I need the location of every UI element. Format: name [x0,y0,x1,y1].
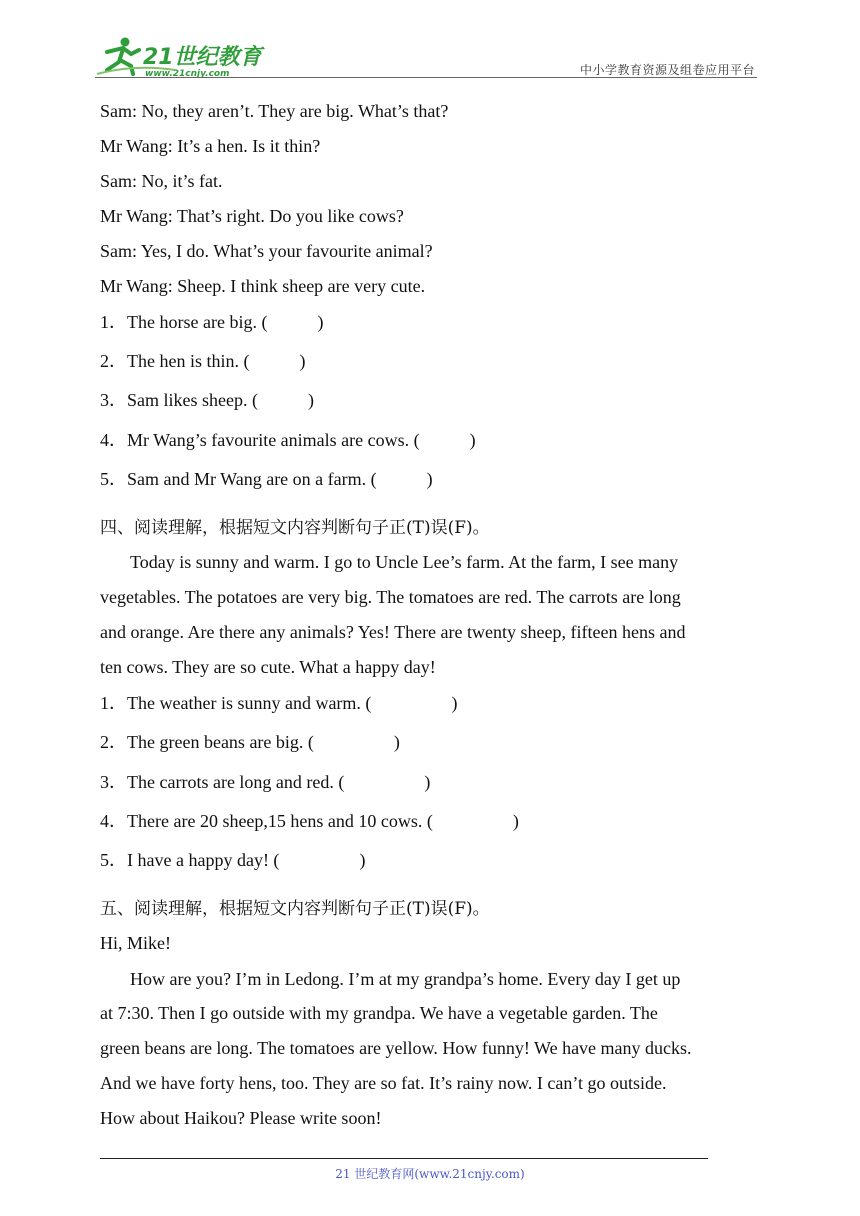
question-item [100,691,457,715]
question-close: ) [451,693,458,713]
question-close: ) [469,430,476,450]
dialogue-line: Sam: No, they aren’t. They are big. What’s that? [100,101,449,121]
question-close: ) [424,772,431,792]
question-number: 1． [100,693,127,713]
question-text: Sam and Mr Wang are on a farm. ( [127,469,377,489]
question-text: The hen is thin. ( [127,351,250,371]
section-title: 四、阅读理解，根据短文内容判断句子正(T)误(F)。 [100,518,490,538]
question-number: 2． [100,351,127,371]
dialogue-line: Sam: No, it’s fat. [100,171,223,191]
question-item [100,467,433,491]
question-number: 3． [100,772,127,792]
question-close: ) [393,732,400,752]
question-number: 4． [100,811,127,831]
question-close: ) [426,469,433,489]
question-text: There are 20 sheep,15 hens and 10 cows. ( [127,811,433,831]
passage-line: And we have forty hens, too. They are so fat. It’s rainy now. I can’t go outside. [100,1073,667,1093]
question-text: The horse are big. ( [127,312,268,332]
header-platform-text: 中小学教育资源及组卷应用平台 [579,63,755,77]
question-number: 4． [100,430,127,450]
question-text: The weather is sunny and warm. ( [127,693,372,713]
question-number: 5． [100,469,127,489]
question-text: I have a happy day! ( [127,850,280,870]
footer-link[interactable]: 21 世纪教育网(www.21cnjy.com) [335,1167,525,1181]
passage-line: and orange. Are there any animals? Yes! There are twenty sheep, fifteen hens and [100,622,686,642]
dialogue-line: Sam: Yes, I do. What’s your favourite animal? [100,241,433,261]
passage-line: ten cows. They are so cute. What a happy day! [100,657,436,677]
dialogue-line: Mr Wang: That’s right. Do you like cows? [100,206,404,226]
passage-line: vegetables. The potatoes are very big. The tomatoes are red. The carrots are long [100,587,681,607]
question-number: 3． [100,390,127,410]
question-close: ) [317,312,324,332]
dialogue-line: Mr Wang: Sheep. I think sheep are very cute. [100,276,426,296]
question-item [100,388,314,412]
question-close: ) [359,850,366,870]
question-item [100,848,365,872]
site-logo [95,34,275,78]
question-close: ) [299,351,306,371]
question-text: Sam likes sheep. ( [127,390,258,410]
passage-line: green beans are long. The tomatoes are yellow. How funny! We have many ducks. [100,1038,692,1058]
question-text: Mr Wang’s favourite animals are cows. ( [127,430,420,450]
page-header [95,30,757,78]
passage-line: How about Haikou? Please write soon! [100,1108,382,1128]
dialogue-line: Mr Wang: It’s a hen. Is it thin? [100,136,321,156]
question-close: ) [512,811,519,831]
logo-wordmark: 21世纪教育 [143,45,262,70]
question-item [100,770,430,794]
question-text: The green beans are big. ( [127,732,314,752]
question-number: 5． [100,850,127,870]
question-close: ) [307,390,314,410]
question-item [100,730,400,754]
logo-url: www.21cnjy.com [145,69,230,78]
question-text: The carrots are long and red. ( [127,772,345,792]
letter-greeting: Hi, Mike! [100,933,171,953]
section-title: 五、阅读理解，根据短文内容判断句子正(T)误(F)。 [100,899,490,919]
footer-divider [100,1158,708,1159]
question-item [100,428,476,452]
passage-line: How are you? I’m in Ledong. I’m at my grandpa’s home. Every day I get up [130,969,681,989]
question-item [100,310,323,334]
question-item [100,809,519,833]
header-divider [95,77,757,78]
question-item [100,349,305,373]
question-number: 2． [100,732,127,752]
passage-line: Today is sunny and warm. I go to Uncle Lee’s farm. At the farm, I see many [130,552,679,572]
question-number: 1． [100,312,127,332]
passage-line: at 7:30. Then I go outside with my grandpa. We have a vegetable garden. The [100,1003,658,1023]
